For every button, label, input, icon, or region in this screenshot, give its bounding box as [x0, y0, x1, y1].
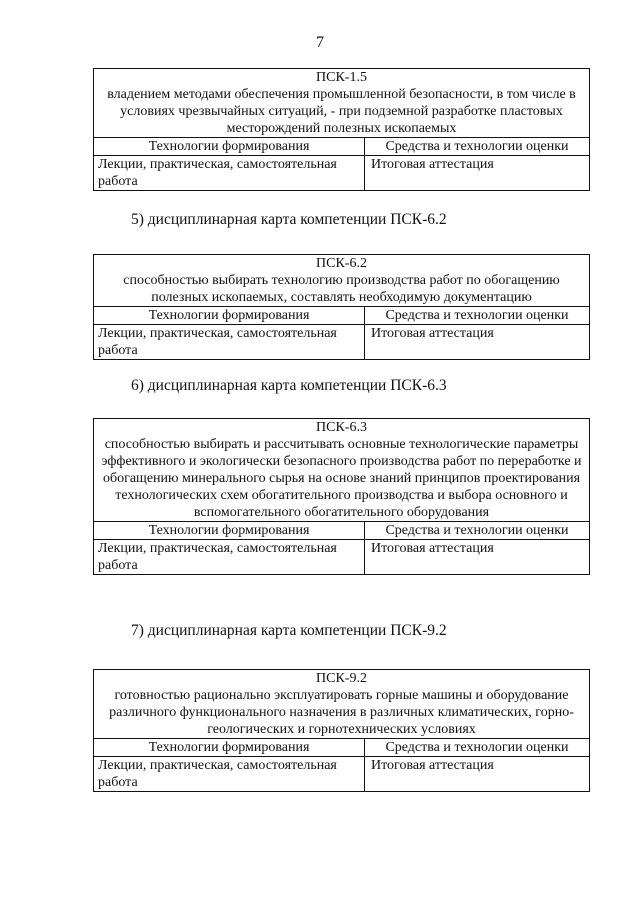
card-code: ПСК-1.5 [316, 70, 367, 85]
card-description: способностью выбирать и рассчитывать основные технологические параметры эффективного и экологически безопасного производства работ по переработке и обогащению минерального сырья на основе знаний принципов проектирования технологических схем обогатительного производства и выбора основного и вспомогательного обогатительного оборудования [101, 437, 582, 520]
competency-card-psk-9-2 [93, 669, 590, 792]
cell-formation: Лекции, практическая, самостоятельная работа [94, 540, 365, 574]
col-header-formation: Технологии формирования [94, 739, 365, 756]
competency-card-psk-1-5 [93, 68, 590, 191]
card-description: способностью выбирать технологию производства работ по обогащению полезных ископаемых, составлять необходимую документацию [123, 273, 560, 305]
card-code: ПСК-6.2 [316, 256, 367, 271]
section-heading: 5) дисциплинарная карта компетенции ПСК-6.2 [131, 211, 447, 228]
cell-assessment: Итоговая аттестация [371, 326, 494, 341]
table-header-row [94, 521, 589, 539]
col-header-formation: Технологии формирования [94, 522, 365, 539]
table-row [94, 155, 589, 190]
card-description: готовностью рационально эксплуатировать горные машины и оборудование различного функционального назначения в различных климатических, горно-геологических и горнотехнических условиях [109, 688, 574, 737]
cell-formation: Лекции, практическая, самостоятельная работа [94, 325, 365, 359]
section-heading: 7) дисциплинарная карта компетенции ПСК-9.2 [131, 622, 447, 639]
col-header-assessment: Средства и технологии оценки [385, 523, 569, 538]
cell-assessment: Итоговая аттестация [371, 157, 494, 172]
cell-assessment: Итоговая аттестация [371, 541, 494, 556]
col-header-assessment: Средства и технологии оценки [385, 308, 569, 323]
col-header-assessment: Средства и технологии оценки [385, 740, 569, 755]
section-heading: 6) дисциплинарная карта компетенции ПСК-6.3 [131, 377, 447, 394]
cell-formation: Лекции, практическая, самостоятельная работа [94, 156, 365, 190]
cell-assessment: Итоговая аттестация [371, 758, 494, 773]
col-header-assessment: Средства и технологии оценки [385, 139, 569, 154]
cell-formation: Лекции, практическая, самостоятельная работа [94, 757, 365, 791]
table-row [94, 756, 589, 791]
col-header-formation: Технологии формирования [94, 307, 365, 324]
card-code: ПСК-9.2 [316, 671, 367, 686]
page-number: 7 [316, 34, 324, 51]
card-description: владением методами обеспечения промышленной безопасности, в том числе в условиях чрезвычайных ситуаций, - при подземной разработке пластовых месторождений полезных ископаемых [107, 87, 576, 136]
competency-card-psk-6-3 [93, 418, 590, 575]
table-header-row [94, 137, 589, 155]
col-header-formation: Технологии формирования [94, 138, 365, 155]
table-row [94, 324, 589, 359]
card-code: ПСК-6.3 [316, 420, 367, 435]
competency-card-psk-6-2 [93, 254, 590, 360]
table-row [94, 539, 589, 574]
table-header-row [94, 306, 589, 324]
table-header-row [94, 738, 589, 756]
